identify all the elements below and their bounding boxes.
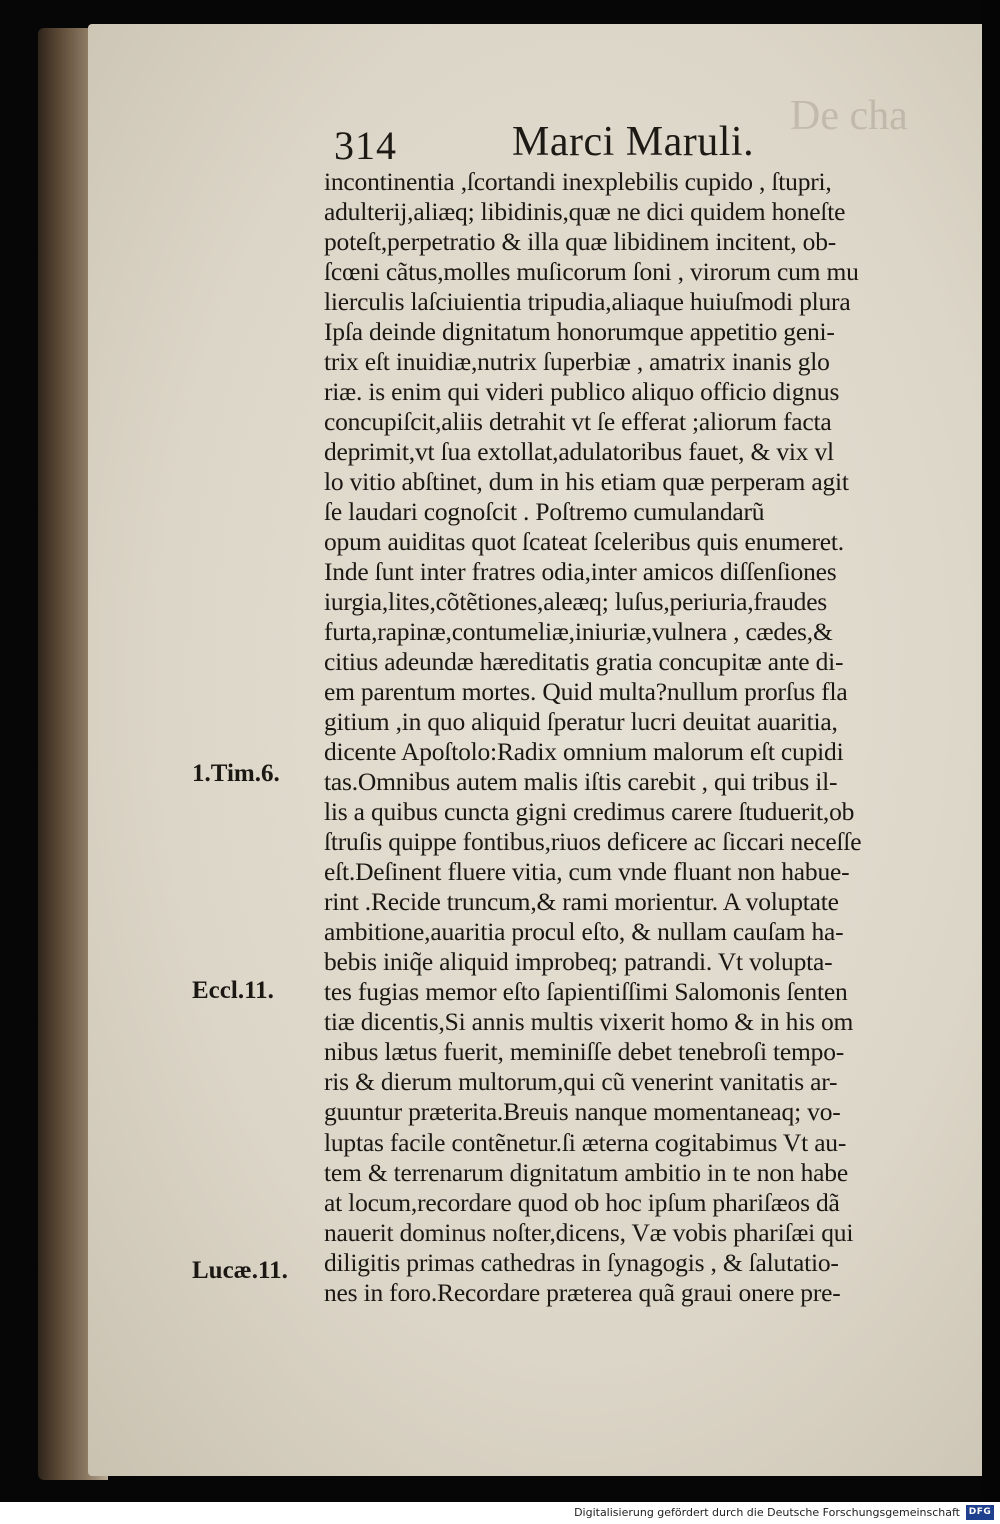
text-line: adulterij,aliæq; libidinis,quæ ne dici quidem honeſte [324, 197, 846, 227]
margin-note: Eccl.11. [192, 977, 274, 1004]
text-line: nes in foro.Recordare præterea quã graui onere pre- [324, 1277, 841, 1307]
text-line: ſe laudari cognoſcit . Poſtremo cumulandarũ [324, 497, 765, 527]
text-line: ſcœni cãtus,molles muſicorum ſoni , virorum cum mu [324, 257, 859, 287]
text-line: em parentum mortes. Quid multa?nullum prorſus fla [324, 677, 848, 707]
text-line: eſt.Deſinent fluere vitia, cum vnde fluant non habue- [324, 857, 850, 887]
footer-credit: Digitalisierung gefördert durch die Deutsche Forschungsgemeinschaft [574, 1506, 960, 1519]
scan-border [982, 0, 1000, 1502]
text-line: luptas facile contẽnetur.ſi æterna cogitabimus Vt au- [324, 1127, 847, 1157]
bleed-through-text: De cha [790, 93, 908, 139]
text-line: deprimit,vt ſua extollat,adulatoribus fauet, & vix vl [324, 437, 834, 467]
text-line: trix eſt inuidiæ,nutrix ſuperbiæ , amatrix inanis glo [324, 347, 830, 377]
margin-note: Lucæ.11. [192, 1257, 288, 1284]
text-line: tes fugias memor eſto ſapientiſſimi Salomonis ſenten [324, 977, 848, 1007]
text-line: tem & terrenarum dignitatum ambitio in te non habe [324, 1157, 848, 1187]
text-line: riæ. is enim qui videri publico aliquo officio dignus [324, 377, 840, 407]
text-line: bebis iniq̃e aliquid improbeq; patrandi. Vt volupta- [324, 947, 833, 977]
text-line: furta,rapinæ,contumeliæ,iniuriæ,vulnera , cædes,& [324, 617, 833, 647]
text-line: tiæ dicentis,Si annis multis vixerit homo & in his om [324, 1007, 854, 1037]
text-line: lis a quibus cuncta gigni credimus carere ſtuduerit,ob [324, 797, 855, 827]
text-line: rint .Recide truncum,& rami morientur. A voluptate [324, 887, 839, 917]
text-line: tas.Omnibus autem malis iſtis carebit , qui tribus il- [324, 767, 838, 797]
text-line: Ipſa deinde dignitatum honorumque appetitio geni- [324, 317, 835, 347]
text-line: guuntur præterita.Breuis nanque momentaneaq; vo- [324, 1097, 841, 1127]
margin-note: 1.Tim.6. [192, 760, 280, 787]
text-line: incontinentia ,ſcortandi inexplebilis cupido , ſtupri, [324, 167, 832, 196]
page-number: 314 [334, 123, 397, 168]
text-line: at locum,recordare quod ob hoc ipſum phariſæos dã [324, 1187, 840, 1217]
text-line: Inde ſunt inter fratres odia,inter amicos diſſenſiones [324, 557, 837, 587]
text-line: dicente Apoſtolo:Radix omnium malorum eſt cupidi [324, 737, 844, 767]
text-line: concupiſcit,aliis detrahit vt ſe efferat ;aliorum facta [324, 407, 832, 437]
text-line: ambitione,auaritia procul eſto, & nullam cauſam ha- [324, 917, 844, 947]
text-line: diligitis primas cathedras in ſynagogis , & ſalutatio- [324, 1247, 839, 1277]
text-line: iurgia,lites,cõtẽtiones,aleæq; luſus,periuria,fraudes [324, 587, 828, 617]
text-line: nibus lætus fuerit, meminiſſe debet tenebroſi tempo- [324, 1037, 845, 1067]
body-text [324, 167, 964, 1308]
text-line: nauerit dominus noſter,dicens, Væ vobis phariſæi qui [324, 1217, 854, 1247]
text-line: opum auiditas quot ſcateat ſceleribus quis enumeret. [324, 527, 844, 557]
text-line: citius adeundæ hæreditatis gratia concupitæ ante di- [324, 647, 844, 677]
text-line: ris & dierum multorum,qui cũ venerint vanitatis ar- [324, 1067, 838, 1097]
text-line: lo vitio abſtinet, dum in his etiam quæ perperam agit [324, 467, 849, 497]
dfg-logo: DFG [966, 1505, 994, 1520]
text-line: gitium ,in quo aliquid ſperatur lucri deuitat auaritia, [324, 707, 838, 737]
running-head: Marci Maruli. [512, 119, 755, 165]
text-line: poteſt,perpetratio & illa quæ libidinem incitent, ob- [324, 227, 837, 257]
footer-bar [0, 1502, 1000, 1524]
text-line: ſtruſis quippe fontibus,riuos deficere ac ſiccari neceſſe [324, 827, 862, 857]
text-line: lierculis laſciuientia tripudia,aliaque huiuſmodi plura [324, 287, 851, 317]
